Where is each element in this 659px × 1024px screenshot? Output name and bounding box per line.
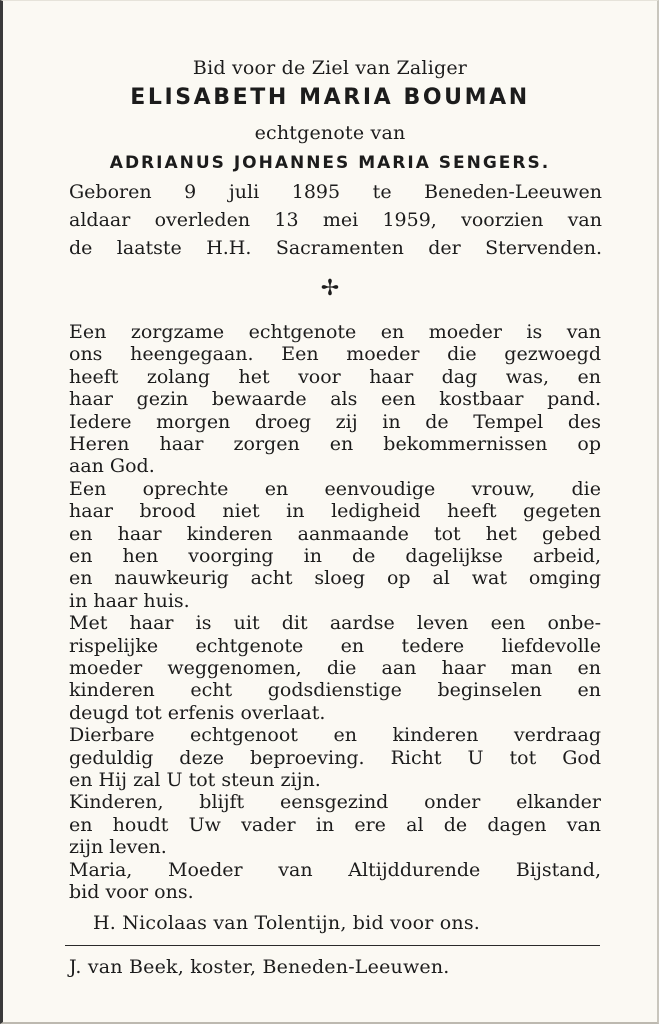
- birth-line: Geboren 9 juli 1895 te Beneden-Leeuwen: [69, 181, 602, 203]
- spouse-relation: echtgenote van: [254, 122, 406, 144]
- body-line: in haar huis.: [69, 589, 190, 612]
- body-line: en houdt Uw vader in ere al de dagen van: [69, 813, 601, 836]
- prayer-maria-line2: bid voor ons.: [69, 881, 194, 903]
- cross-icon: ✢: [320, 276, 340, 301]
- body-line: Met haar is uit dit aardse leven een onbe-: [69, 612, 601, 635]
- body-line: en nauwkeurig acht sloeg op al wat omging: [69, 567, 601, 590]
- body-line: rispelijke echtgenote en tedere liefdevolle: [69, 634, 601, 657]
- body-line: Een oprechte en eenvoudige vrouw, die: [69, 477, 601, 500]
- body-line: ons heengegaan. Een moeder die gezwoegd: [69, 343, 601, 366]
- body-line: Heren haar zorgen en bekommernissen op: [69, 433, 601, 455]
- sacraments-line: de laatste H.H. Sacramenten der Stervenden.: [69, 237, 602, 259]
- spouse-name: ADRIANUS JOHANNES MARIA SENGERS.: [109, 153, 551, 173]
- body-line: heeft zolang het voor haar dag was, en: [69, 365, 601, 388]
- printer-credit: J. van Beek, koster, Beneden-Leeuwen.: [69, 956, 450, 978]
- death-line: aldaar overleden 13 mei 1959, voorzien van: [69, 209, 602, 231]
- body-line: moeder weggenomen, die aan haar man en: [69, 657, 601, 679]
- body-line: deugd tot erfenis overlaat.: [69, 701, 326, 724]
- body-line: Kinderen, blijft eensgezind onder elkander: [69, 791, 601, 814]
- prayer-nicolaas: H. Nicolaas van Tolentijn, bid voor ons.: [93, 912, 481, 934]
- body-line: Een zorgzame echtgenote en moeder is van: [69, 321, 601, 343]
- body-line: haar gezin bewaarde als een kostbaar pand.: [69, 388, 601, 411]
- body-line: aan God.: [69, 455, 155, 478]
- body-line: haar brood niet in ledigheid heeft gegeten: [69, 500, 601, 523]
- divider-rule: [65, 945, 600, 946]
- body-line: kinderen echt godsdienstige beginselen en: [69, 679, 601, 702]
- prayer-heading: Bid voor de Ziel van Zaliger: [192, 57, 468, 79]
- body-line: en Hij zal U tot steun zijn.: [69, 769, 321, 791]
- body-line: geduldig deze beproeving. Richt U tot God: [69, 746, 601, 769]
- body-line: Iedere morgen droeg zij in de Tempel des: [69, 410, 601, 433]
- body-line: zijn leven.: [69, 836, 167, 859]
- body-line: en haar kinderen aanmaande tot het gebed: [69, 522, 601, 545]
- prayer-maria-line1: Maria, Moeder van Altijddurende Bijstand,: [69, 859, 601, 881]
- body-line: Dierbare echtgenoot en kinderen verdraag: [69, 724, 601, 747]
- body-line: en hen voorging in de dagelijkse arbeid,: [69, 545, 601, 567]
- deceased-name: ELISABETH MARIA BOUMAN: [130, 85, 530, 110]
